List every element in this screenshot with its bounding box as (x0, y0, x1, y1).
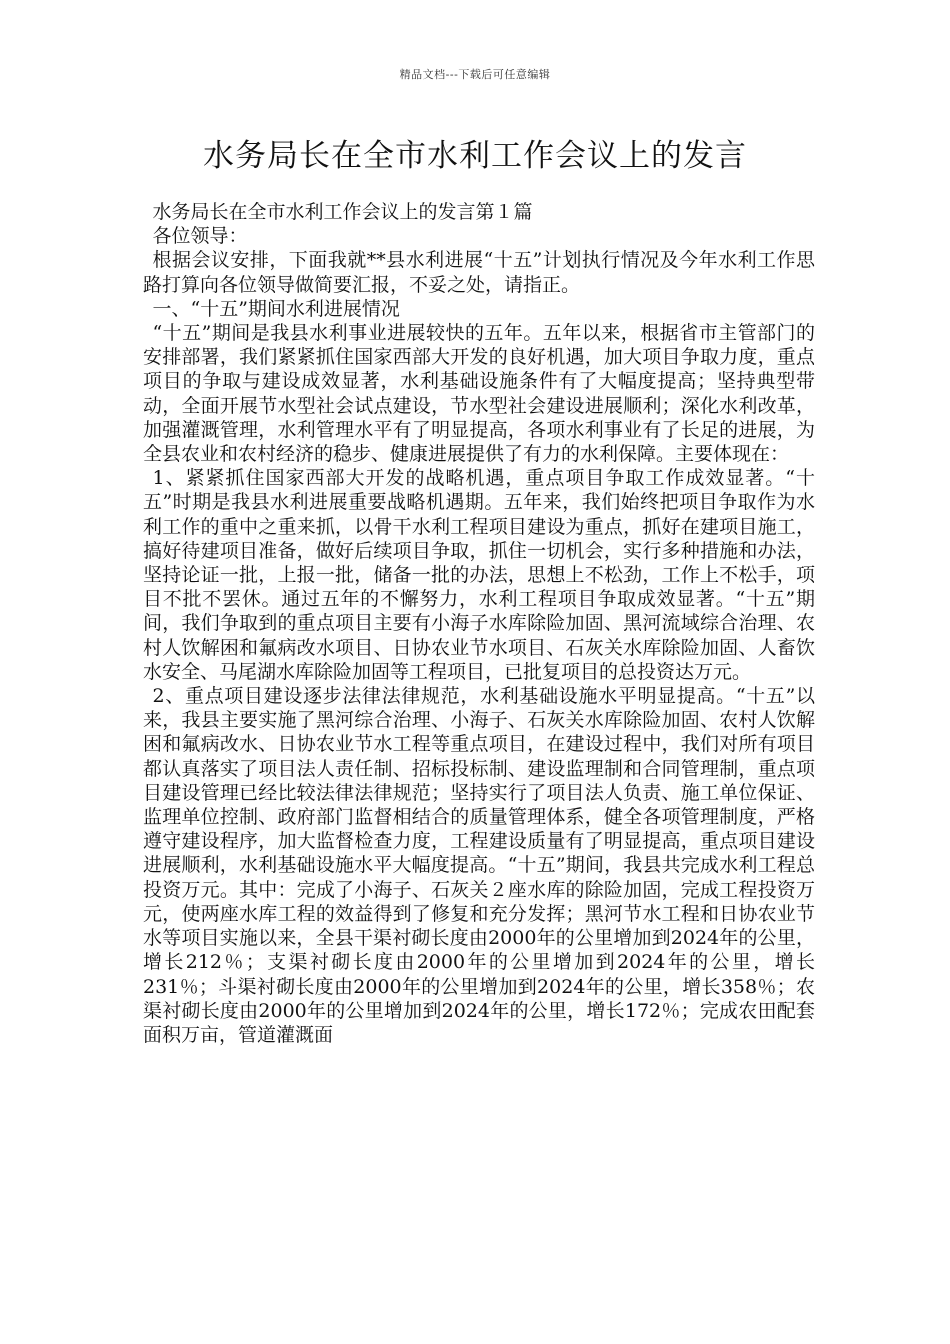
salutation: 各位领导： (152, 225, 248, 248)
document-body (143, 200, 815, 1047)
page-header-watermark: 精品文档---下载后可任意编辑 (399, 68, 551, 81)
body-paragraph: 根据会议安排，下面我就**县水利进展“十五”计划执行情况及今年水利工作思路打算向各位领导做简要汇报，不妥之处，请指正。 (143, 249, 815, 296)
body-paragraph: 2、重点项目建设逐步法律法律规范，水利基础设施水平明显提高。“十五”以来，我县主要实施了黑河综合治理、小海子、石灰关水库除险加固、农村人饮解困和氟病改水、日协农业节水工程等重点项目，在建设过程中，我们对所有项目都认真落实了项目法人责任制、招标投标制、建设监理制和合同管理制，重点项目建设管理已经比较法律法律规范；坚持实行了项目法人负责、施工单位保证、监理单位控制、政府部门监督相结合的质量管理体系，健全各项管理制度，严格遵守建设程序，加大监督检查力度，工程建设质量有了明显提高，重点项目建设进展顺利，水利基础设施水平大幅度提高。“十五”期间，我县共完成水利工程总投资万元。其中：完成了小海子、石灰关２座水库的除险加固，完成工程投资万元，使两座水库工程的效益得到了修复和充分发挥；黑河节水工程和日协农业节水等项目实施以来，全县干渠衬砌长度由2000年的公里增加到2024年的公里，增长212％；支渠衬砌长度由2000年的公里增加到2024年的公里，增长231％；斗渠衬砌长度由2000年的公里增加到2024年的公里，增长358％；农渠衬砌长度由2000年的公里增加到2024年的公里，增长172％；完成农田配套面积万亩，管道灌溉面 (143, 685, 815, 1046)
document-title: 水务局长在全市水利工作会议上的发言 (203, 138, 747, 174)
section-heading: 一、“十五”期间水利进展情况 (152, 297, 400, 320)
body-paragraph: “十五”期间是我县水利事业进展较快的五年。五年以来，根据省市主管部门的安排部署，我们紧紧抓住国家西部大开发的良好机遇，加大项目争取力度，重点项目的争取与建设成效显著，水利基础设施条件有了大幅度提高；坚持典型带动，全面开展节水型社会试点建设，节水型社会建设进展顺利；深化水利改革，加强灌溉管理，水利管理水平有了明显提高，各项水利事业有了长足的进展，为全县农业和农村经济的稳步、健康进展提供了有力的水利保障。主要体现在： (143, 322, 815, 466)
doc-subtitle: 水务局长在全市水利工作会议上的发言第１篇 (152, 201, 533, 223)
body-paragraph: 1、紧紧抓住国家西部大开发的战略机遇，重点项目争取工作成效显著。“十五”时期是我县水利进展重要战略机遇期。五年来，我们始终把项目争取作为水利工作的重中之重来抓，以骨干水利工程项目建设为重点，抓好在建项目施工，搞好待建项目准备，做好后续项目争取，抓住一切机会，实行多种措施和办法，坚持论证一批，上报一批，储备一批的办法，思想上不松劲，工作上不松手，项目不批不罢休。通过五年的不懈努力，水利工程项目争取成效显著。“十五”期间，我们争取到的重点项目主要有小海子水库除险加固、黑河流域综合治理、农村人饮解困和氟病改水项目、日协农业节水项目、石灰关水库除险加固、人畜饮水安全、马尾湖水库除险加固等工程项目，已批复项目的总投资达万元。 (143, 467, 815, 683)
